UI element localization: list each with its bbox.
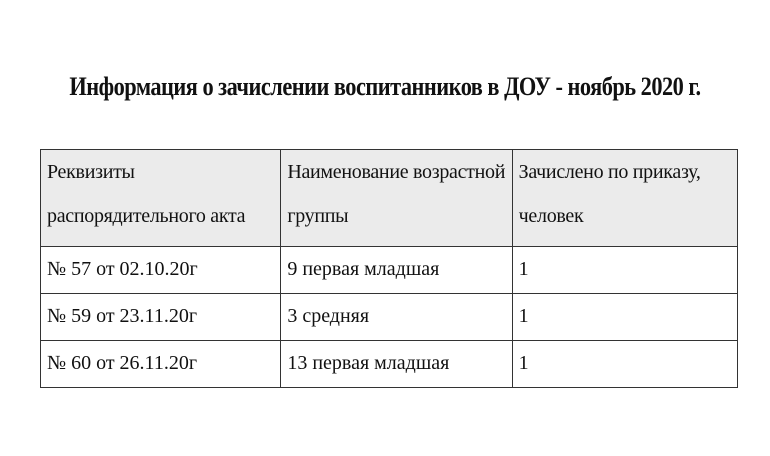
header-count (512, 150, 737, 247)
header-group-label: Наименование возрастной группы (287, 161, 506, 227)
header-count-label: Зачислено по приказу, человек (518, 161, 701, 227)
header-act (41, 150, 281, 247)
cell-group: 13 первая младшая (281, 341, 512, 388)
table-row (41, 294, 738, 341)
header-group (281, 150, 512, 247)
table-row (41, 247, 738, 294)
cell-count: 1 (512, 247, 737, 294)
cell-count: 1 (512, 341, 737, 388)
table-row (41, 341, 738, 388)
cell-act: № 60 от 26.11.20г (41, 341, 281, 388)
cell-group: 9 первая младшая (281, 247, 512, 294)
cell-act: № 59 от 23.11.20г (41, 294, 281, 341)
cell-group: 3 средняя (281, 294, 512, 341)
header-row (41, 150, 738, 247)
cell-count: 1 (512, 294, 737, 341)
enrollment-table (40, 149, 738, 388)
page-title: Информация о зачислении воспитанников в ДОУ - ноябрь 2020 г. (69, 72, 701, 101)
header-act-label: Реквизиты распорядительного акта (47, 161, 246, 227)
table-header (41, 150, 738, 247)
table-body (41, 247, 738, 388)
cell-act: № 57 от 02.10.20г (41, 247, 281, 294)
